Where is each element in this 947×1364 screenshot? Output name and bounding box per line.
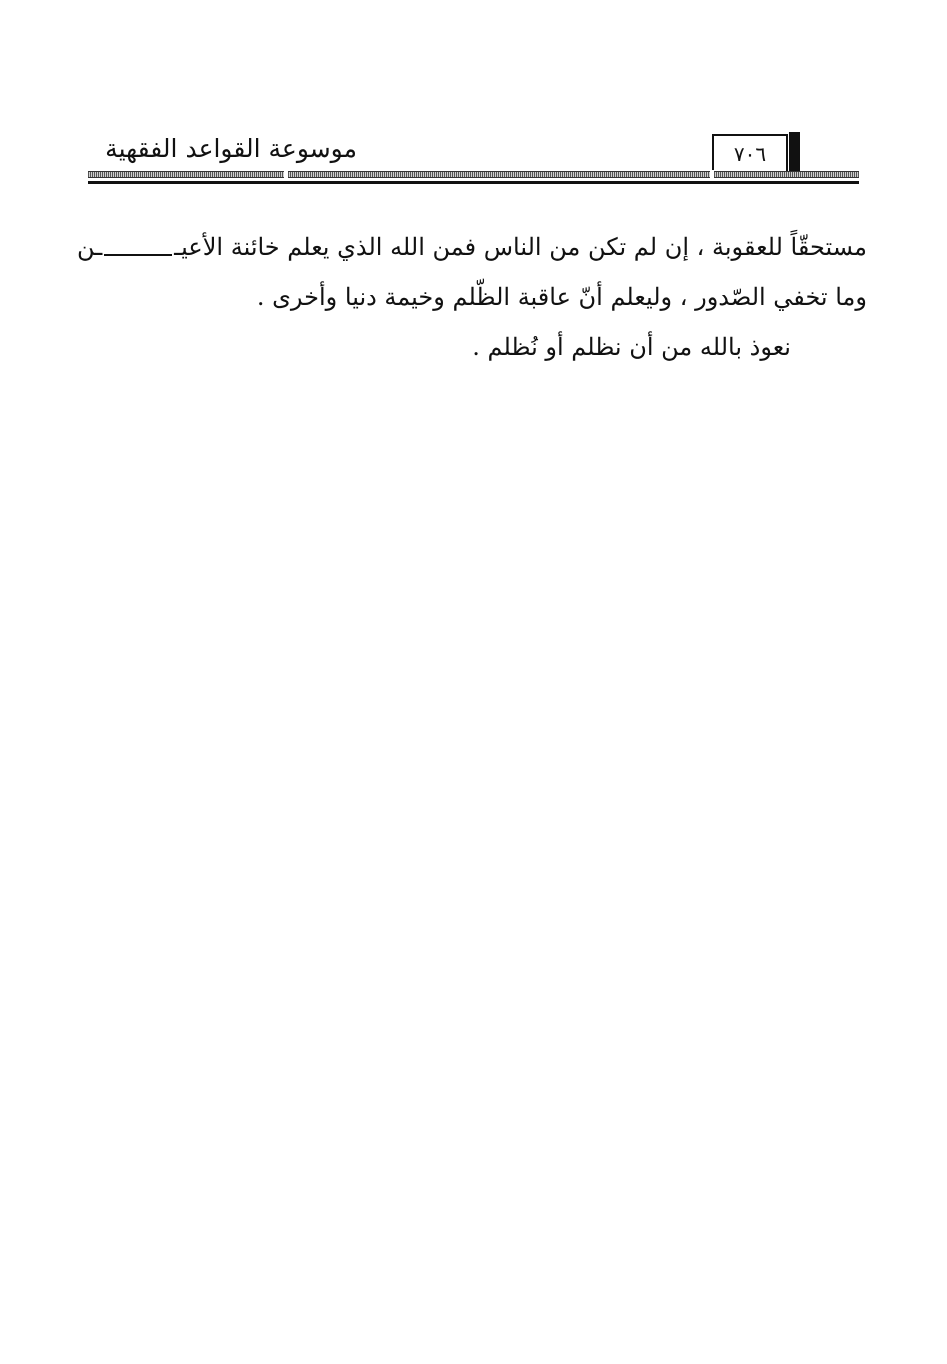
header-rule-pattern [88,171,859,178]
header-rule-gap [284,170,288,179]
header-rule-gap [710,170,714,179]
body-line: وما تخفي الصّدور ، وليعلم أنّ عاقبة الظّلم وخيمة دنيا وأخرى . [256,283,867,311]
body-line-start: مستحقّاً للعقوبة ، إن لم تكن من الناس فمن الله الذي يعلم خائنة الأعيـ [174,233,867,261]
running-title: موسوعة القواعد الفقهية [105,134,357,163]
body-line-end: ـن [77,233,103,261]
body-line [77,222,867,272]
kashida-stretch [104,222,172,256]
page-number: ٧٠٦ [712,134,788,174]
body-line: نعوذ بالله من أن نظلم أو نُظلم . [472,333,791,361]
body-text [77,222,867,372]
header-rule-line [88,181,859,184]
